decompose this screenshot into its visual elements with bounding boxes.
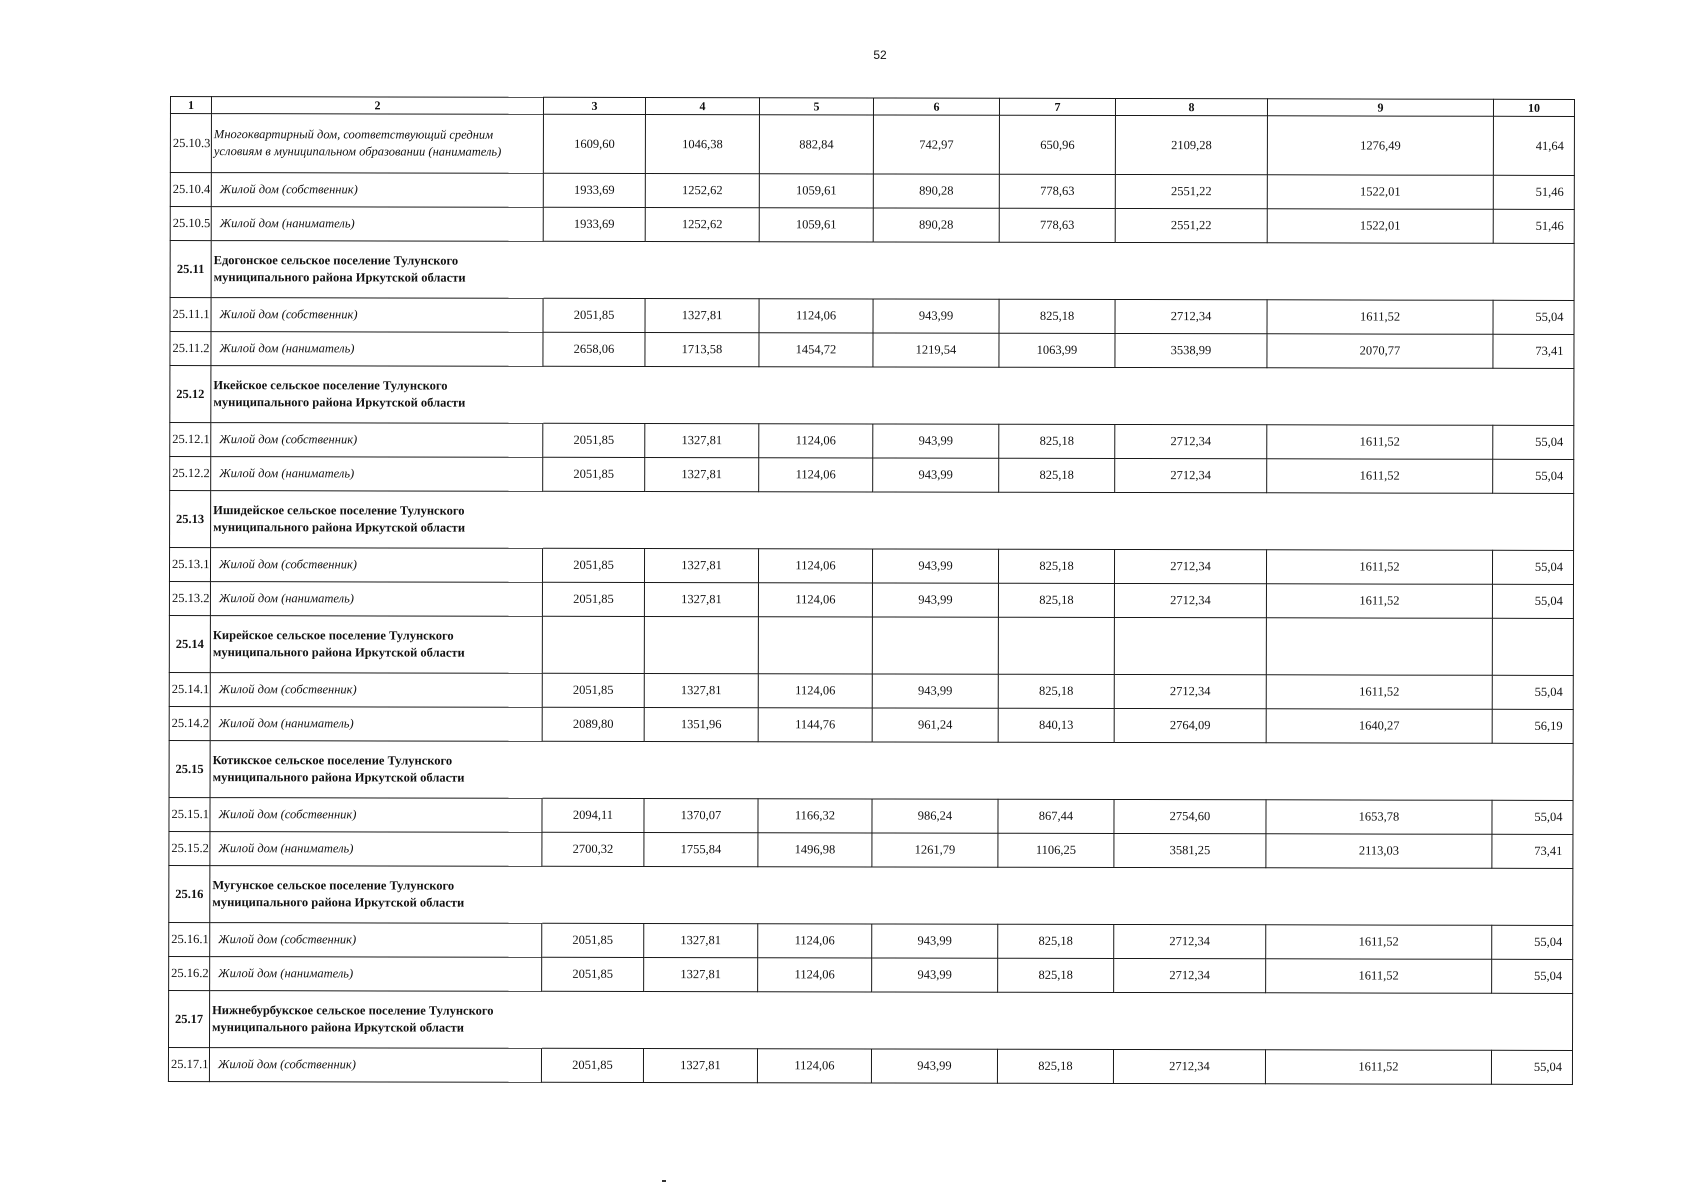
value-cell: 825,18 [999, 299, 1115, 333]
value-cell: 1496,98 [758, 833, 872, 867]
row-code: 25.14.1 [169, 672, 210, 706]
value-cell: 41,64 [1493, 116, 1574, 175]
column-number-header: 5 [759, 98, 873, 115]
value-cell: 2070,77 [1267, 334, 1493, 368]
value-cell: 1124,06 [758, 583, 872, 617]
column-number-header: 7 [999, 98, 1115, 115]
value-cell: 943,99 [872, 958, 998, 992]
value-cell: 943,99 [873, 299, 999, 333]
value-cell: 1611,52 [1266, 959, 1492, 993]
housing-type: Жилой дом (наниматель) [210, 582, 542, 617]
value-cell: 2712,34 [1115, 424, 1267, 458]
value-cell: 1124,06 [758, 549, 872, 583]
value-cell: 2712,34 [1113, 1049, 1265, 1083]
table-row [169, 956, 1573, 993]
value-cell: 55,04 [1492, 959, 1573, 993]
settlement-name: Икейское сельское поселение Тулунского муниципального района Иркутской области [211, 366, 543, 424]
section-code: 25.16 [169, 865, 210, 922]
value-cell: 2712,34 [1114, 924, 1266, 958]
housing-type: Жилой дом (наниматель) [211, 332, 543, 367]
row-code: 25.17.1 [168, 1047, 209, 1081]
value-cell: 2089,80 [542, 707, 644, 741]
value-cell: 1370,07 [644, 798, 758, 832]
value-cell: 1327,81 [645, 457, 759, 491]
value-cell: 2051,85 [542, 548, 644, 582]
value-cell: 825,18 [998, 583, 1114, 617]
section-code: 25.15 [169, 740, 210, 797]
value-cell: 1252,62 [645, 173, 759, 207]
value-cell: 1611,52 [1267, 425, 1493, 459]
empty-merged-cell [543, 241, 1574, 300]
empty-cell [998, 617, 1114, 674]
settlement-name: Нижнебурбукское сельское поселение Тулунского муниципального района Иркутской области [210, 991, 542, 1049]
value-cell: 2754,60 [1114, 799, 1266, 833]
value-cell: 3538,99 [1115, 333, 1267, 367]
column-number-header: 10 [1493, 99, 1574, 116]
value-cell: 1611,52 [1266, 550, 1492, 584]
row-code: 25.16.1 [169, 922, 210, 956]
value-cell: 825,18 [998, 549, 1114, 583]
value-cell: 1327,81 [645, 423, 759, 457]
value-cell: 1124,06 [758, 674, 872, 708]
value-cell: 2712,34 [1114, 958, 1266, 992]
value-cell: 1611,52 [1267, 300, 1493, 334]
empty-cell [1114, 617, 1266, 674]
value-cell: 1640,27 [1266, 709, 1492, 743]
settlement-section-row [170, 491, 1574, 551]
value-cell: 986,24 [872, 799, 998, 833]
column-number-header: 1 [170, 97, 211, 114]
settlement-name: Мугунское сельское поселение Тулунского муниципального района Иркутской области [210, 866, 542, 924]
value-cell: 73,41 [1492, 834, 1573, 868]
value-cell: 1124,06 [759, 299, 873, 333]
value-cell: 2551,22 [1115, 208, 1267, 242]
empty-cell [644, 616, 758, 673]
value-cell: 73,41 [1493, 334, 1574, 368]
section-code: 25.14 [169, 615, 210, 672]
value-cell: 1124,06 [758, 924, 872, 958]
section-code: 25.11 [170, 241, 211, 298]
housing-type: Жилой дом (наниматель) [211, 207, 543, 242]
value-cell: 1327,81 [644, 548, 758, 582]
value-cell: 1144,76 [758, 708, 872, 742]
row-code: 25.15.2 [169, 831, 210, 865]
value-cell: 55,04 [1492, 675, 1573, 709]
table-row [170, 332, 1574, 369]
empty-cell [1492, 618, 1573, 675]
value-cell: 650,96 [999, 115, 1115, 174]
row-code: 25.10.3 [170, 114, 211, 173]
housing-type: Жилой дом (собственник) [210, 548, 542, 583]
value-cell: 825,18 [999, 458, 1115, 492]
settlement-section-row [170, 241, 1574, 301]
housing-type: Жилой дом (собственник) [211, 423, 543, 458]
value-cell: 1219,54 [873, 333, 999, 367]
value-cell: 3581,25 [1114, 833, 1266, 867]
value-cell: 51,46 [1493, 175, 1574, 209]
table-row [170, 457, 1574, 494]
value-cell: 943,99 [872, 924, 998, 958]
table-row [169, 831, 1573, 868]
settlement-section-row [169, 990, 1573, 1050]
value-cell: 1755,84 [644, 832, 758, 866]
value-cell: 943,99 [872, 549, 998, 583]
housing-type: Жилой дом (собственник) [210, 798, 542, 833]
value-cell: 2051,85 [543, 457, 645, 491]
column-number-header: 4 [645, 97, 759, 114]
value-cell: 1046,38 [645, 114, 759, 173]
value-cell: 55,04 [1492, 550, 1573, 584]
value-cell: 1124,06 [758, 958, 872, 992]
row-code: 25.13.2 [169, 582, 210, 616]
housing-type: Жилой дом (собственник) [210, 923, 542, 958]
table-row [169, 706, 1573, 743]
value-cell: 825,18 [997, 1049, 1113, 1083]
scan-mark [662, 1180, 666, 1182]
value-cell: 2658,06 [543, 332, 645, 366]
value-cell: 2051,85 [542, 582, 644, 616]
value-cell: 2051,85 [543, 423, 645, 457]
value-cell: 2712,34 [1114, 583, 1266, 617]
table-row [169, 672, 1573, 709]
value-cell: 55,04 [1491, 1050, 1572, 1084]
value-cell: 882,84 [759, 115, 873, 174]
value-cell: 2094,11 [542, 798, 644, 832]
value-cell: 1713,58 [645, 332, 759, 366]
column-number-header: 6 [873, 98, 999, 115]
value-cell: 943,99 [873, 458, 999, 492]
value-cell: 1611,52 [1267, 459, 1493, 493]
value-cell: 55,04 [1493, 425, 1574, 459]
value-cell: 1611,52 [1266, 925, 1492, 959]
housing-type: Жилой дом (наниматель) [210, 707, 542, 742]
housing-type: Жилой дом (наниматель) [210, 957, 542, 992]
settlement-name: Котикское сельское поселение Тулунского муниципального района Иркутской области [210, 741, 542, 799]
row-code: 25.12.1 [170, 423, 211, 457]
value-cell: 825,18 [998, 924, 1114, 958]
value-cell: 1327,81 [644, 923, 758, 957]
empty-merged-cell [542, 741, 1573, 800]
table-row [170, 114, 1574, 176]
housing-type: Жилой дом (собственник) [211, 298, 543, 333]
value-cell: 840,13 [998, 708, 1114, 742]
value-cell: 1252,62 [645, 207, 759, 241]
settlement-name: Кирейское сельское поселение Тулунского муниципального района Иркутской области [210, 616, 542, 674]
value-cell: 55,04 [1492, 800, 1573, 834]
value-cell: 1327,81 [643, 1048, 757, 1082]
table-row [169, 582, 1573, 619]
row-code: 25.11.1 [170, 298, 211, 332]
value-cell: 55,04 [1492, 925, 1573, 959]
housing-type: Жилой дом (собственник) [211, 173, 543, 208]
value-cell: 51,46 [1493, 209, 1574, 243]
housing-type: Жилой дом (наниматель) [210, 832, 542, 867]
table-row [170, 298, 1574, 335]
section-code: 25.17 [169, 990, 210, 1047]
table-row [168, 1047, 1572, 1084]
housing-type: Жилой дом (собственник) [209, 1048, 541, 1083]
value-cell: 56,19 [1492, 709, 1573, 743]
value-cell: 2051,85 [542, 957, 644, 991]
row-code: 25.11.2 [170, 332, 211, 366]
value-cell: 1609,60 [543, 114, 645, 173]
value-cell: 943,99 [871, 1049, 997, 1083]
value-cell: 1063,99 [999, 333, 1115, 367]
row-code: 25.15.1 [169, 797, 210, 831]
value-cell: 2712,34 [1115, 458, 1267, 492]
value-cell: 1653,78 [1266, 800, 1492, 834]
settlement-name: Едогонское сельское поселение Тулунского муниципального района Иркутской области [211, 241, 543, 299]
tariff-table [168, 96, 1575, 1085]
column-number-header: 3 [543, 97, 645, 114]
value-cell: 1933,69 [543, 207, 645, 241]
empty-merged-cell [543, 366, 1574, 425]
value-cell: 1124,06 [759, 424, 873, 458]
value-cell: 55,04 [1492, 584, 1573, 618]
table-body [168, 114, 1574, 1085]
value-cell: 867,44 [998, 799, 1114, 833]
value-cell: 1933,69 [543, 173, 645, 207]
housing-type: Многоквартирный дом, соответствующий средним условиям в муниципальном образовании (наниматель) [211, 114, 543, 174]
table-row [170, 423, 1574, 460]
value-cell: 2700,32 [542, 832, 644, 866]
value-cell: 1327,81 [644, 582, 758, 616]
value-cell: 2712,34 [1115, 299, 1267, 333]
empty-cell [542, 616, 644, 673]
value-cell: 2109,28 [1115, 115, 1267, 174]
value-cell: 943,99 [872, 674, 998, 708]
value-cell: 1327,81 [644, 957, 758, 991]
empty-merged-cell [542, 866, 1573, 925]
settlement-section-row [170, 366, 1574, 426]
section-code: 25.13 [170, 491, 211, 548]
value-cell: 778,63 [999, 174, 1115, 208]
settlement-section-row [169, 740, 1573, 800]
value-cell: 1454,72 [759, 333, 873, 367]
tariff-table-container [168, 96, 1574, 1085]
empty-cell [1266, 618, 1492, 675]
value-cell: 1124,06 [759, 458, 873, 492]
value-cell: 1124,06 [757, 1049, 871, 1083]
value-cell: 2051,85 [541, 1048, 643, 1082]
settlement-name: Ишидейское сельское поселение Тулунского муниципального района Иркутской области [211, 491, 543, 549]
value-cell: 742,97 [873, 115, 999, 174]
settlement-section-row [169, 865, 1573, 925]
row-code: 25.10.5 [170, 207, 211, 241]
section-code: 25.12 [170, 366, 211, 423]
value-cell: 55,04 [1493, 300, 1574, 334]
value-cell: 1276,49 [1267, 116, 1493, 175]
value-cell: 1522,01 [1267, 175, 1493, 209]
table-row [169, 548, 1573, 585]
housing-type: Жилой дом (наниматель) [211, 457, 543, 492]
value-cell: 825,18 [998, 958, 1114, 992]
value-cell: 2051,85 [543, 298, 645, 332]
value-cell: 825,18 [998, 674, 1114, 708]
settlement-section-row [169, 615, 1573, 675]
table-row [169, 797, 1573, 834]
value-cell: 1327,81 [645, 298, 759, 332]
value-cell: 1611,52 [1265, 1050, 1491, 1084]
value-cell: 778,63 [999, 208, 1115, 242]
value-cell: 1327,81 [644, 673, 758, 707]
table-row [170, 207, 1574, 244]
value-cell: 2764,09 [1114, 708, 1266, 742]
table-row [169, 922, 1573, 959]
column-number-header: 9 [1267, 99, 1493, 116]
row-code: 25.10.4 [170, 173, 211, 207]
empty-merged-cell [542, 991, 1573, 1050]
column-number-header: 8 [1115, 98, 1267, 115]
value-cell: 1261,79 [872, 833, 998, 867]
value-cell: 1351,96 [644, 707, 758, 741]
value-cell: 2712,34 [1114, 674, 1266, 708]
value-cell: 1166,32 [758, 799, 872, 833]
table-row [170, 173, 1574, 210]
empty-merged-cell [543, 491, 1574, 550]
row-code: 25.13.1 [169, 548, 210, 582]
value-cell: 2113,03 [1266, 834, 1492, 868]
value-cell: 2051,85 [542, 673, 644, 707]
value-cell: 1522,01 [1267, 209, 1493, 243]
value-cell: 2551,22 [1115, 174, 1267, 208]
value-cell: 890,28 [873, 174, 999, 208]
value-cell: 890,28 [873, 208, 999, 242]
value-cell: 1611,52 [1266, 584, 1492, 618]
value-cell: 1611,52 [1266, 675, 1492, 709]
row-code: 25.16.2 [169, 956, 210, 990]
housing-type: Жилой дом (собственник) [210, 673, 542, 708]
row-code: 25.12.2 [170, 457, 211, 491]
value-cell: 961,24 [872, 708, 998, 742]
empty-cell [758, 617, 872, 674]
value-cell: 2051,85 [542, 923, 644, 957]
page-number: 52 [873, 48, 887, 62]
value-cell: 55,04 [1493, 459, 1574, 493]
value-cell: 825,18 [999, 424, 1115, 458]
value-cell: 1059,61 [759, 208, 873, 242]
value-cell: 2712,34 [1114, 549, 1266, 583]
column-number-header: 2 [211, 97, 543, 115]
empty-cell [872, 617, 998, 674]
value-cell: 943,99 [873, 424, 999, 458]
row-code: 25.14.2 [169, 706, 210, 740]
value-cell: 943,99 [872, 583, 998, 617]
value-cell: 1106,25 [998, 833, 1114, 867]
value-cell: 1059,61 [759, 174, 873, 208]
